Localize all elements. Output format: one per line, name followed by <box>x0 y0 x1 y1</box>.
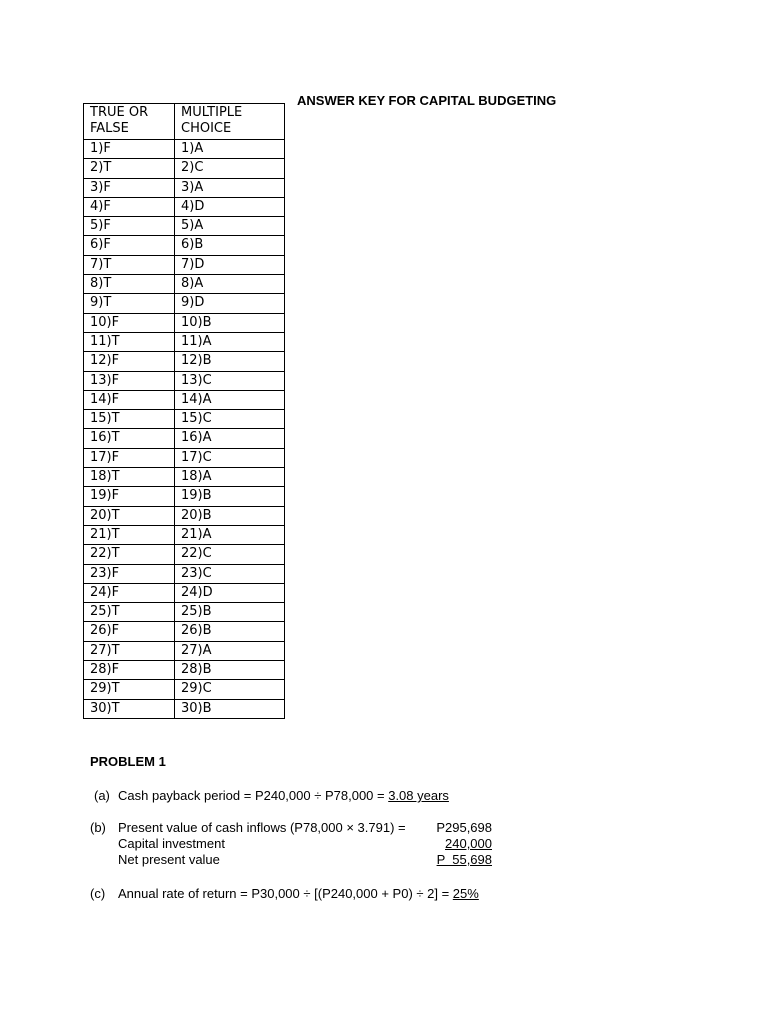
true-false-answer: 26)F <box>84 622 175 641</box>
table-row <box>84 294 285 313</box>
multiple-choice-answer: 20)B <box>175 506 285 525</box>
multiple-choice-answer: 29)C <box>175 680 285 699</box>
part-a-label: (a) <box>94 788 110 803</box>
answer-rows <box>84 140 285 719</box>
part-b-line1-value: P295,698 <box>436 820 492 835</box>
true-false-answer: 13)F <box>84 371 175 390</box>
table-row <box>84 410 285 429</box>
true-false-answer: 27)T <box>84 641 175 660</box>
multiple-choice-answer: 17)C <box>175 448 285 467</box>
true-false-answer: 8)T <box>84 275 175 294</box>
true-false-answer: 12)F <box>84 352 175 371</box>
table-header-row <box>84 104 285 140</box>
true-false-answer: 25)T <box>84 603 175 622</box>
true-false-answer: 16)T <box>84 429 175 448</box>
table-row <box>84 468 285 487</box>
table-row <box>84 699 285 718</box>
part-b-line3-text: Net present value <box>118 852 220 867</box>
table-row <box>84 545 285 564</box>
part-c-label: (c) <box>90 886 106 901</box>
multiple-choice-answer: 28)B <box>175 661 285 680</box>
true-false-answer: 21)T <box>84 525 175 544</box>
table-row <box>84 332 285 351</box>
true-false-answer: 17)F <box>84 448 175 467</box>
page-title: ANSWER KEY FOR CAPITAL BUDGETING <box>297 93 557 108</box>
table-row <box>84 641 285 660</box>
part-b-line2-value: 240,000 <box>445 836 492 851</box>
table-row <box>84 390 285 409</box>
table-row <box>84 352 285 371</box>
table-row <box>84 371 285 390</box>
header-true-or-false: TRUE OR FALSE <box>84 104 175 140</box>
true-false-answer: 15)T <box>84 410 175 429</box>
true-false-answer: 6)F <box>84 236 175 255</box>
true-false-answer: 24)F <box>84 583 175 602</box>
true-false-answer: 14)F <box>84 390 175 409</box>
multiple-choice-answer: 18)A <box>175 468 285 487</box>
multiple-choice-answer: 8)A <box>175 275 285 294</box>
true-false-answer: 4)F <box>84 197 175 216</box>
multiple-choice-answer: 14)A <box>175 390 285 409</box>
multiple-choice-answer: 11)A <box>175 332 285 351</box>
multiple-choice-answer: 13)C <box>175 371 285 390</box>
true-false-answer: 10)F <box>84 313 175 332</box>
true-false-answer: 19)F <box>84 487 175 506</box>
table-row <box>84 487 285 506</box>
multiple-choice-answer: 6)B <box>175 236 285 255</box>
table-row <box>84 197 285 216</box>
multiple-choice-answer: 22)C <box>175 545 285 564</box>
multiple-choice-answer: 30)B <box>175 699 285 718</box>
multiple-choice-answer: 25)B <box>175 603 285 622</box>
multiple-choice-answer: 7)D <box>175 255 285 274</box>
answer-key-table <box>83 103 285 719</box>
multiple-choice-answer: 24)D <box>175 583 285 602</box>
multiple-choice-answer: 12)B <box>175 352 285 371</box>
true-false-answer: 20)T <box>84 506 175 525</box>
multiple-choice-answer: 10)B <box>175 313 285 332</box>
table-row <box>84 661 285 680</box>
part-c-answer: 25% <box>452 886 479 901</box>
part-b-line3-value: P 55,698 <box>436 852 492 867</box>
part-a-text: Cash payback period = P240,000 ÷ P78,000 = <box>118 788 389 803</box>
table-row <box>84 583 285 602</box>
part-c-text: Annual rate of return = P30,000 ÷ [(P240,000 + P0) ÷ 2] = <box>118 886 453 901</box>
table-row <box>84 622 285 641</box>
part-b-label: (b) <box>90 820 106 835</box>
multiple-choice-answer: 4)D <box>175 197 285 216</box>
true-false-answer: 1)F <box>84 140 175 159</box>
table-row <box>84 275 285 294</box>
true-false-answer: 11)T <box>84 332 175 351</box>
true-false-answer: 29)T <box>84 680 175 699</box>
table-row <box>84 448 285 467</box>
table-row <box>84 140 285 159</box>
table-row <box>84 506 285 525</box>
multiple-choice-answer: 5)A <box>175 217 285 236</box>
table-row <box>84 178 285 197</box>
true-false-answer: 22)T <box>84 545 175 564</box>
true-false-answer: 18)T <box>84 468 175 487</box>
table-row <box>84 429 285 448</box>
multiple-choice-answer: 19)B <box>175 487 285 506</box>
true-false-answer: 9)T <box>84 294 175 313</box>
multiple-choice-answer: 15)C <box>175 410 285 429</box>
part-a-answer: 3.08 years <box>388 788 449 803</box>
problem-heading: PROBLEM 1 <box>90 754 166 769</box>
table-row <box>84 564 285 583</box>
true-false-answer: 2)T <box>84 159 175 178</box>
multiple-choice-answer: 3)A <box>175 178 285 197</box>
table-row <box>84 603 285 622</box>
multiple-choice-answer: 1)A <box>175 140 285 159</box>
table-row <box>84 525 285 544</box>
table-row <box>84 255 285 274</box>
table-row <box>84 680 285 699</box>
true-false-answer: 3)F <box>84 178 175 197</box>
table-row <box>84 313 285 332</box>
part-b-line1-text: Present value of cash inflows (P78,000 × 3.791) = <box>118 820 406 835</box>
true-false-answer: 30)T <box>84 699 175 718</box>
multiple-choice-answer: 2)C <box>175 159 285 178</box>
part-c-line <box>118 886 479 901</box>
table-row <box>84 217 285 236</box>
true-false-answer: 7)T <box>84 255 175 274</box>
part-b-line2-text: Capital investment <box>118 836 225 851</box>
true-false-answer: 28)F <box>84 661 175 680</box>
multiple-choice-answer: 27)A <box>175 641 285 660</box>
true-false-answer: 23)F <box>84 564 175 583</box>
multiple-choice-answer: 23)C <box>175 564 285 583</box>
header-multiple-choice: MULTIPLE CHOICE <box>175 104 285 140</box>
table-row <box>84 236 285 255</box>
multiple-choice-answer: 26)B <box>175 622 285 641</box>
multiple-choice-answer: 16)A <box>175 429 285 448</box>
true-false-answer: 5)F <box>84 217 175 236</box>
multiple-choice-answer: 21)A <box>175 525 285 544</box>
table-row <box>84 159 285 178</box>
multiple-choice-answer: 9)D <box>175 294 285 313</box>
part-a-line <box>118 788 449 803</box>
